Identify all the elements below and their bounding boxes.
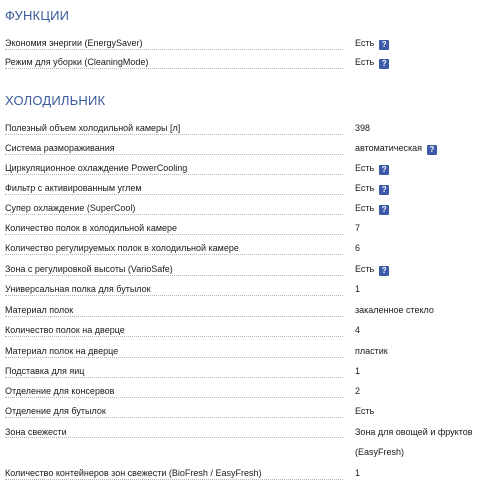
spec-value: Есть ? (355, 159, 489, 177)
spec-row-egg-tray (5, 362, 489, 380)
help-icon[interactable]: ? (379, 40, 389, 50)
help-icon[interactable]: ? (379, 205, 389, 215)
help-icon[interactable]: ? (379, 59, 389, 69)
spec-value: 398 (355, 123, 371, 133)
spec-label: Фильтр с активированным углем (5, 183, 142, 193)
spec-row-bottle-compartment (5, 402, 489, 420)
spec-row-shelves-count (5, 219, 489, 237)
spec-value: Есть ? (355, 199, 489, 217)
spec-value: 4 (355, 325, 361, 335)
spec-row-fresh-containers (5, 464, 489, 482)
spec-label: Количество контейнеров зон свежести (BioFresh / EasyFresh) (5, 468, 262, 478)
spec-value: 1 (355, 468, 361, 478)
spec-label: Материал полок на дверце (5, 346, 119, 356)
spec-value: автоматическая ? (355, 139, 489, 157)
spec-label: Зона с регулировкой высоты (VarioSafe) (5, 264, 173, 274)
spec-row-cleaning-mode (5, 53, 489, 71)
help-icon[interactable]: ? (379, 185, 389, 195)
spec-row-defrost (5, 139, 489, 157)
spec-row-super-cool (5, 199, 489, 217)
spec-row-shelf-material (5, 301, 489, 319)
spec-label: Универсальная полка для бутылок (5, 284, 151, 294)
spec-row-door-shelves (5, 321, 489, 339)
help-icon[interactable]: ? (379, 266, 389, 276)
spec-row-adjustable-shelves (5, 239, 489, 257)
spec-value: Есть ? (355, 260, 489, 278)
spec-row-vario-safe (5, 260, 489, 278)
spec-value: Есть ? (355, 53, 489, 71)
spec-row-volume (5, 119, 489, 137)
spec-label: Зона свежести (5, 427, 67, 437)
spec-label: Количество регулируемых полок в холодильной камере (5, 243, 239, 253)
spec-label: Отделение для консервов (5, 386, 115, 396)
spec-value: Есть ? (355, 179, 489, 197)
spec-value: пластик (355, 346, 388, 356)
spec-value: 1 (355, 366, 361, 376)
spec-label: Количество полок в холодильной камере (5, 223, 178, 233)
spec-value: 2 (355, 386, 361, 396)
help-icon[interactable]: ? (379, 165, 389, 175)
section-title-fridge: ХОЛОДИЛЬНИК (5, 93, 106, 108)
spec-value: Зона для овощей и фруктов (EasyFresh) (355, 427, 473, 457)
spec-value: Есть ? (355, 34, 489, 52)
spec-row-door-shelf-material (5, 342, 489, 360)
spec-row-bottle-shelf (5, 280, 489, 298)
help-icon[interactable]: ? (427, 145, 437, 155)
spec-label: Супер охлаждение (SuperCool) (5, 203, 136, 213)
spec-label: Подставка для яиц (5, 366, 85, 376)
spec-row-energy-saver (5, 34, 489, 52)
spec-label: Отделение для бутылок (5, 406, 106, 416)
spec-row-carbon-filter (5, 179, 489, 197)
spec-label: Материал полок (5, 305, 74, 315)
spec-value: Есть (355, 406, 375, 416)
spec-label: Система размораживания (5, 143, 115, 153)
spec-value: 7 (355, 223, 361, 233)
spec-label: Экономия энергии (EnergySaver) (5, 38, 143, 48)
spec-row-power-cooling (5, 159, 489, 177)
spec-value: 1 (355, 284, 361, 294)
spec-label: Полезный объем холодильной камеры [л] (5, 123, 181, 133)
spec-label: Количество полок на дверце (5, 325, 125, 335)
spec-value: 6 (355, 243, 361, 253)
spec-row-fresh-zone (5, 423, 489, 463)
section-title-functions: ФУНКЦИИ (5, 8, 70, 23)
spec-value: закаленное стекло (355, 305, 434, 315)
spec-label: Циркуляционное охлаждение PowerCooling (5, 163, 188, 173)
spec-row-cans-compartment (5, 382, 489, 400)
spec-label: Режим для уборки (CleaningMode) (5, 57, 149, 67)
